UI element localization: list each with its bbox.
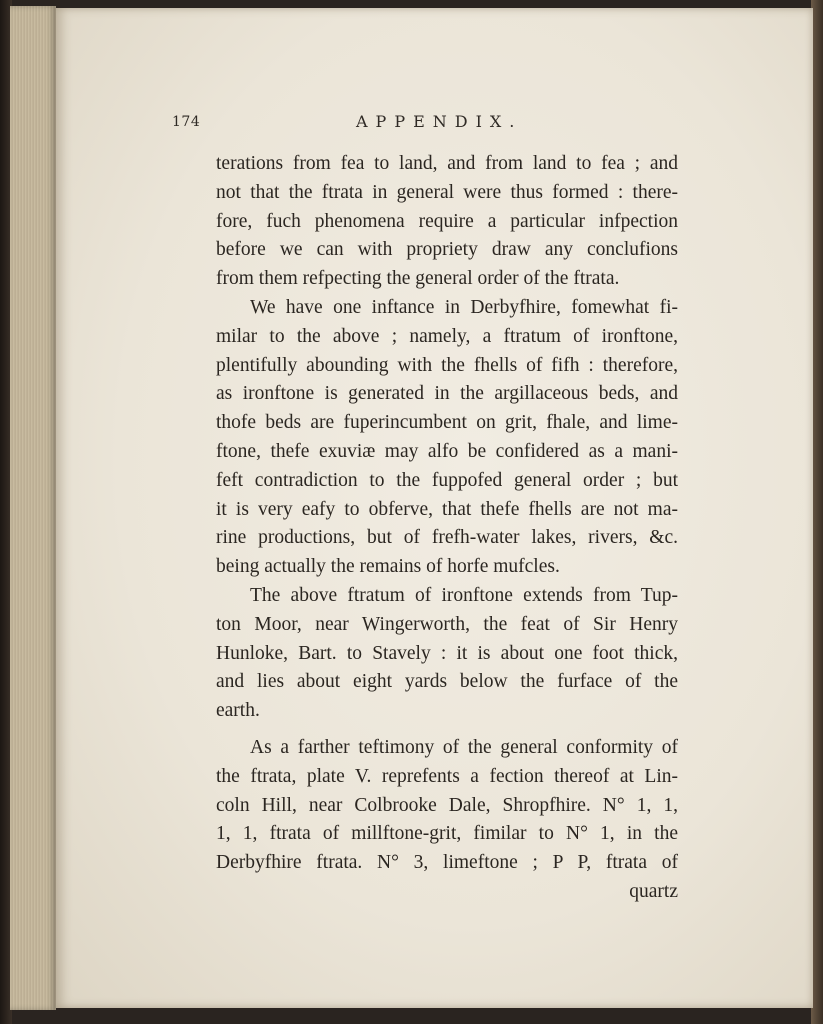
text-line: before we can with propriety draw any conclufions (216, 239, 678, 261)
text-line: and lies about eight yards below the furface of the (216, 671, 678, 693)
text-line: it is very eafy to obferve, that thefe fhells are not ma- (216, 498, 678, 520)
running-head: APPENDIX. (356, 112, 523, 131)
catchword: quartz (629, 880, 678, 902)
paragraph-start-line: The above ftratum of ironftone extends from Tup- (250, 584, 678, 606)
text-line: 1, 1, ftrata of millftone-grit, fimilar to N° 1, in the (216, 823, 678, 845)
text-line: plentifully abounding with the fhells of fifh : therefore, (216, 354, 678, 376)
text-line: milar to the above ; namely, a ftratum of ironftone, (216, 325, 678, 347)
text-line: fore, fuch phenomena require a particular infpection (216, 210, 678, 232)
text-line: the ftrata, plate V. reprefents a fection thereof at Lin- (216, 765, 678, 787)
text-line: terations from fea to land, and from land to fea ; and (216, 153, 678, 174)
text-line: ton Moor, near Wingerworth, the feat of Sir Henry (216, 613, 678, 635)
paragraph-gap (216, 726, 678, 734)
text-line: Derbyfhire ftrata. N° 3, limeftone ; P P, ftrata of (216, 852, 678, 874)
page-edges (10, 6, 56, 1010)
text-line: coln Hill, near Colbrooke Dale, Shropfhire. N° 1, 1, (216, 794, 678, 816)
paragraph-start-line: We have one inftance in Derbyfhire, fomewhat fi- (250, 296, 678, 318)
page-header (172, 108, 672, 138)
text-line: ftone, thefe exuviæ may alfo be confidered as a mani- (216, 440, 678, 462)
page-number: 174 (172, 114, 201, 130)
paragraph-start-line: As a farther teftimony of the general conformity of (250, 736, 678, 758)
text-line: rine productions, but of frefh-water lakes, rivers, &c. (216, 527, 678, 549)
text-line: not that the ftrata in general were thus formed : there- (216, 181, 678, 203)
text-line: being actually the remains of horfe mufcles. (216, 556, 560, 578)
text-line: feft contradiction to the fuppofed general order ; but (216, 469, 678, 491)
text-line: from them refpecting the general order of the ftrata. (216, 268, 620, 290)
text-line: thofe beds are fuperincumbent on grit, fhale, and lime- (216, 412, 678, 434)
text-line: Hunloke, Bart. to Stavely : it is about one foot thick, (216, 642, 678, 664)
text-line: earth. (216, 700, 260, 722)
text-line: as ironftone is generated in the argillaceous beds, and (216, 383, 678, 405)
body-text (216, 150, 678, 907)
